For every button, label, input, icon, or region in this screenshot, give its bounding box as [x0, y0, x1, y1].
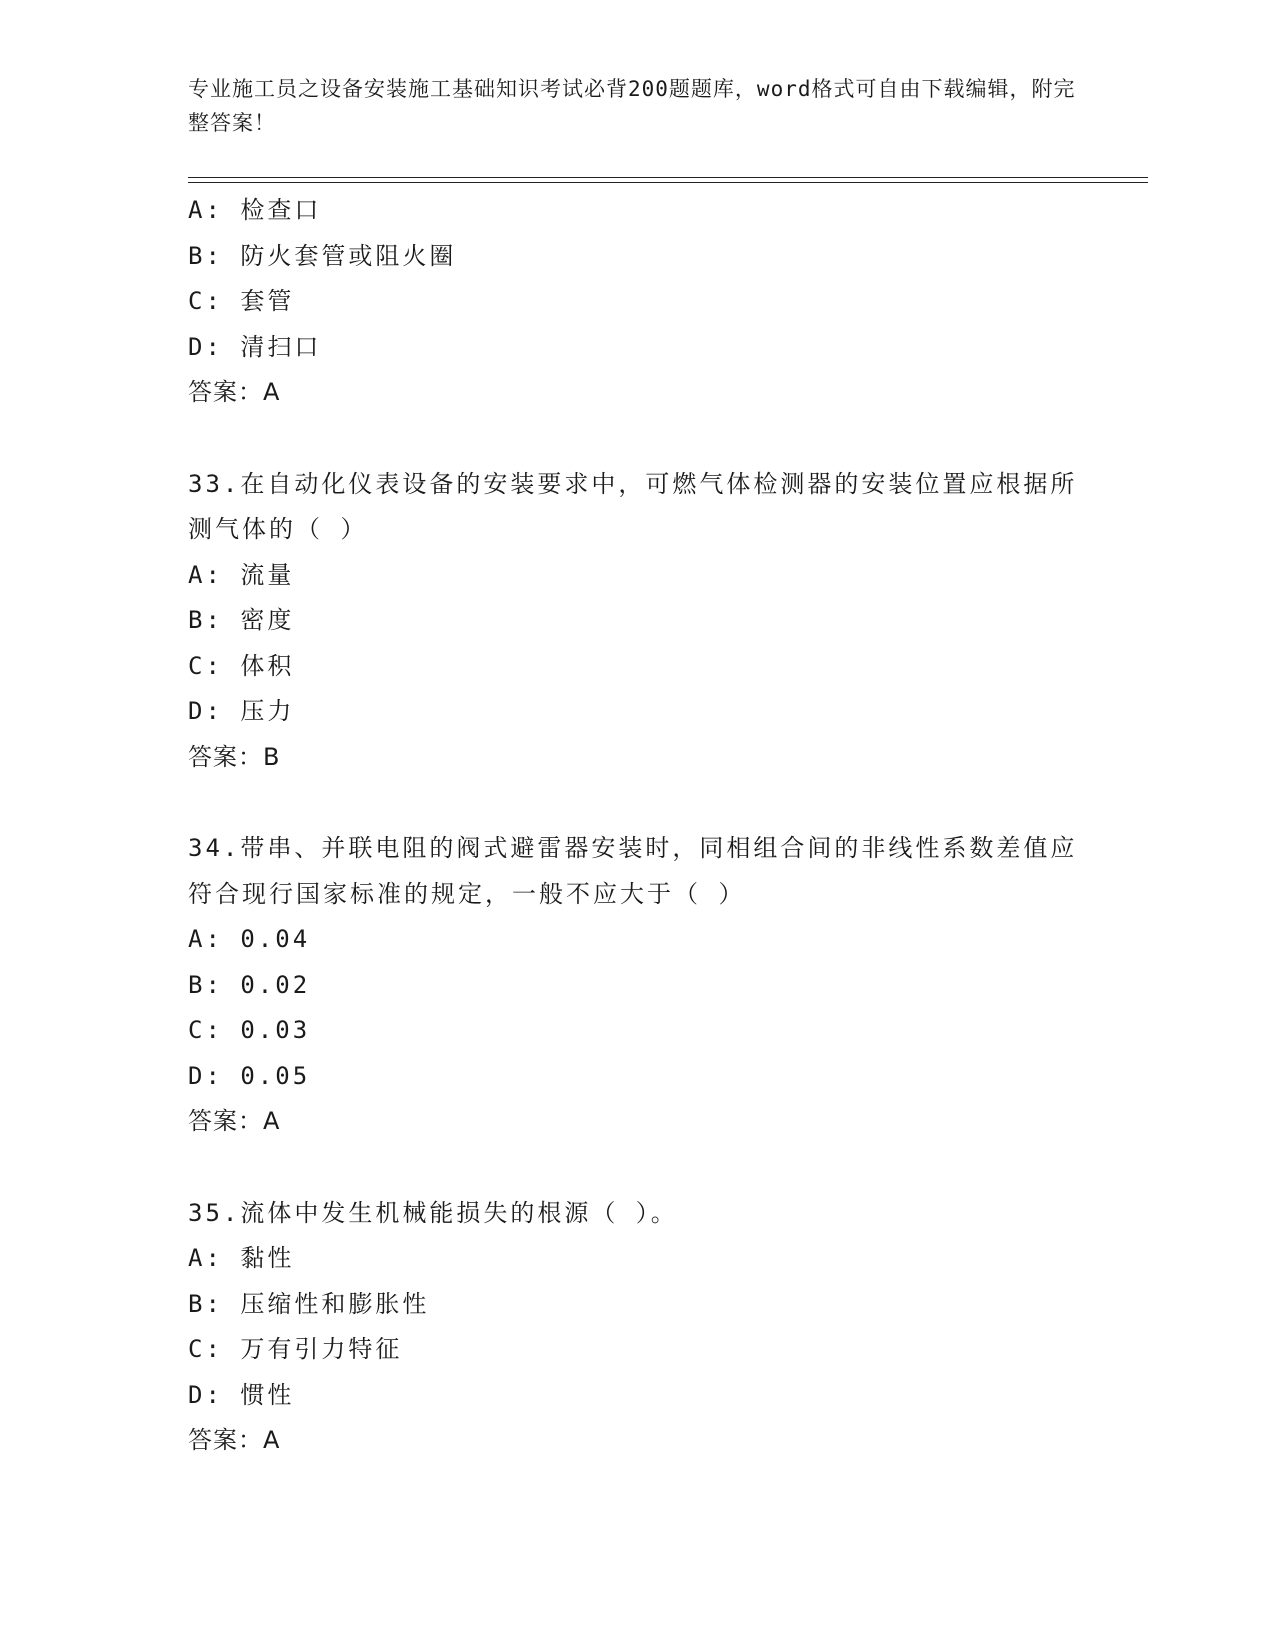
header-rule-top	[188, 177, 1148, 178]
header-text: 专业施工员之设备安装施工基础知识考试必背200题题库，word格式可自由下载编辑，附完整答案！	[188, 77, 1076, 135]
document-body	[188, 188, 1088, 1464]
option-a: A: 黏性	[188, 1244, 295, 1272]
option-b: B: 0.02	[188, 970, 311, 999]
spacer	[188, 416, 1088, 462]
answer: 答案：A	[188, 1107, 281, 1135]
option-d: D: 清扫口	[188, 332, 322, 361]
spacer	[188, 780, 1088, 826]
question-text: 34.带串、并联电阻的阀式避雷器安装时，同相组合间的非线性系数差值应符合现行国家标准的规定，一般不应大于（ ）	[188, 834, 1078, 908]
answer: 答案：B	[188, 742, 281, 771]
answer: 答案：A	[188, 1426, 281, 1454]
option-c: C: 0.03	[188, 1016, 311, 1044]
question-35	[188, 1191, 1088, 1464]
option-c: C: 套管	[188, 287, 295, 315]
question-32-tail	[188, 188, 1088, 416]
document-header	[188, 72, 1088, 140]
question-text: 35.流体中发生机械能损失的根源（ ）。	[188, 1198, 678, 1227]
option-a: A: 检查口	[188, 196, 322, 224]
option-c: C: 体积	[188, 651, 295, 680]
question-33	[188, 462, 1088, 781]
answer: 答案：A	[188, 378, 281, 406]
question-34	[188, 826, 1088, 1145]
option-b: B: 压缩性和膨胀性	[188, 1289, 430, 1318]
spacer	[188, 1145, 1088, 1191]
option-a: A: 0.04	[188, 925, 311, 953]
option-c: C: 万有引力特征	[188, 1335, 403, 1363]
option-d: D: 压力	[188, 697, 295, 725]
option-b: B: 防火套管或阻火圈	[188, 241, 457, 270]
option-a: A: 流量	[188, 560, 295, 589]
question-text: 33.在自动化仪表设备的安装要求中，可燃气体检测器的安装位置应根据所测气体的（ ）	[188, 469, 1078, 543]
option-b: B: 密度	[188, 606, 295, 634]
option-d: D: 0.05	[188, 1061, 311, 1090]
option-d: D: 惯性	[188, 1380, 295, 1409]
header-rule-bottom	[188, 182, 1148, 183]
